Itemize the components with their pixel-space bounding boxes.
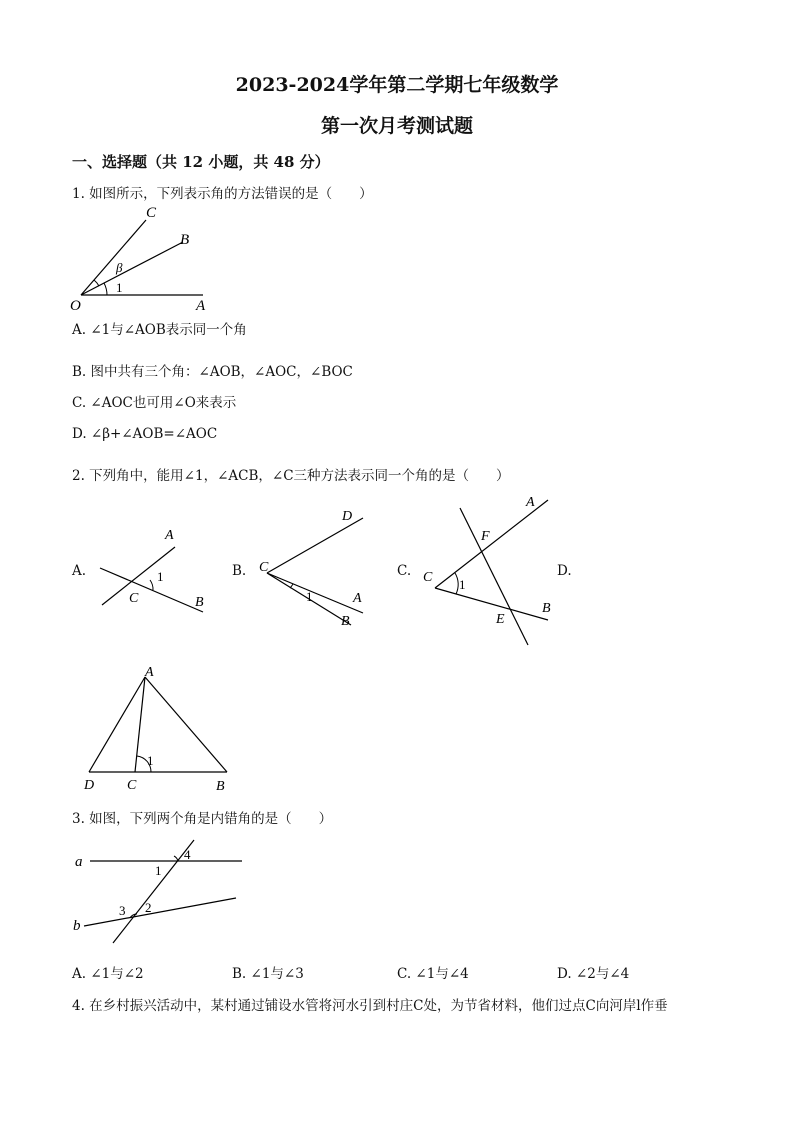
q2c-label-f: F [481,529,490,544]
q2b-label-b: B [341,614,350,629]
q1-option-b: B. 图中共有三个角：∠AOB，∠AOC，∠BOC [72,364,353,380]
q2d-label-a: A [145,665,154,680]
section-heading: 一、选择题（共 12 小题，共 48 分） [72,153,330,171]
q2d-label-c: C [127,778,137,793]
q1-label-c: C [146,205,157,221]
q2a-label-c: C [129,591,139,606]
q2c-label-c: C [423,570,433,585]
q2-option-c-label: C. [397,563,412,579]
q2a-label-b: B [195,595,204,610]
q2a-label-a: A [165,528,174,543]
q2-option-d-label: D. [557,563,572,579]
q2d-label-b: B [216,779,225,794]
page-subtitle: 第一次月考测试题 [320,115,473,137]
q3-label-1: 1 [155,863,162,878]
q2d-label-d: D [84,778,95,793]
q2b-label-c: C [259,560,269,575]
q3-label-a: a [75,854,83,870]
q2a-label-1: 1 [157,569,164,584]
q2-figure-d [80,662,240,797]
q1-label-o: O [70,298,81,312]
q1-label-beta: β [116,260,123,275]
q2c-label-e: E [496,612,505,627]
q1-label-b: B [180,232,190,248]
q1-stem: 1. 如图所示，下列表示角的方法错误的是（ ） [72,186,373,202]
q2b-label-d: D [342,509,353,524]
q1-option-c: C. ∠AOC也可用∠O来表示 [72,395,237,411]
q2b-label-1: 1 [306,589,313,604]
q2c-label-b: B [542,601,551,616]
q3-label-2: 2 [145,900,152,915]
q3-option-a: A. ∠1与∠2 [72,966,144,982]
q2-option-b-label: B. [232,563,247,579]
q3-label-b: b [73,918,81,934]
q1-option-a: A. ∠1与∠AOB表示同一个角 [72,322,247,338]
q2d-label-1: 1 [147,753,154,768]
q1-option-d: D. ∠β+∠AOB=∠AOC [72,426,218,442]
q1-label-1: 1 [116,280,123,295]
q3-stem: 3. 如图，下列两个角是内错角的是（ ） [72,811,333,827]
q1-figure [66,200,226,312]
q2-figure-a [95,520,220,620]
q3-label-3: 3 [119,903,126,918]
q2-option-a-label: A. [72,563,87,579]
q4-stem: 4. 在乡村振兴活动中，某村通过铺设水管将河水引到村庄C处，为节省材料，他们过点C向河岸l作垂 [72,998,668,1014]
q3-label-4: 4 [184,847,191,862]
q3-option-d: D. ∠2与∠4 [557,966,630,982]
page-title: 2023-2024学年第二学期七年级数学 [235,74,559,96]
q2-figure-b [255,505,375,630]
q3-figure [66,835,251,950]
q2c-label-1: 1 [459,577,466,592]
q3-option-b: B. ∠1与∠3 [232,966,304,982]
q2-figure-c [420,490,565,650]
q2-stem: 2. 下列角中，能用∠1，∠ACB，∠C三种方法表示同一个角的是（ ） [72,468,510,484]
q1-label-a: A [196,298,206,312]
q2b-label-a: A [353,591,362,606]
q2c-label-a: A [526,495,535,510]
q3-option-c: C. ∠1与∠4 [397,966,469,982]
